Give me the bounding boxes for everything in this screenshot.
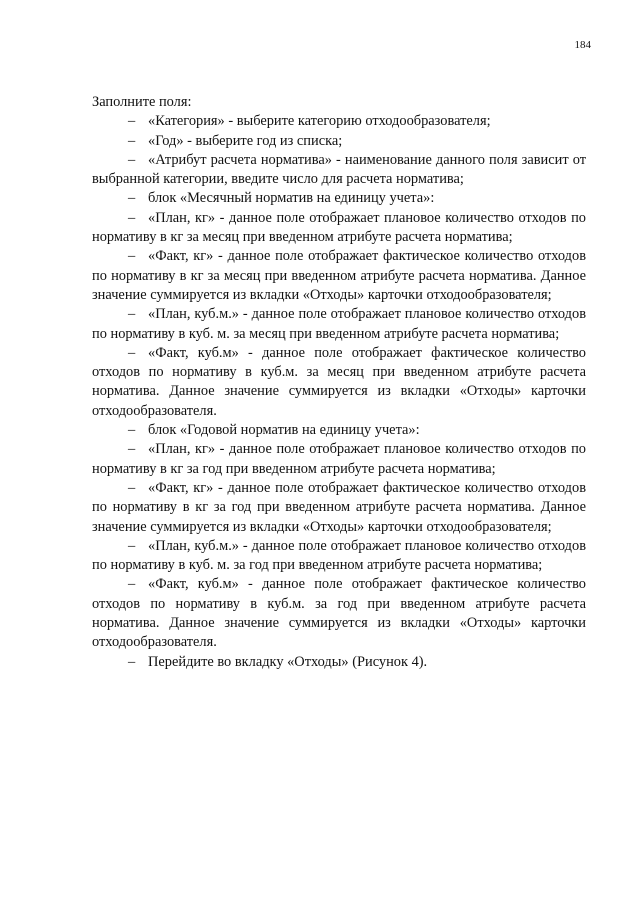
- list-item: [92, 247, 586, 305]
- list-item-text: «План, куб.м.» - данное поле отображает плановое количество отходов по нормативу в куб. м. за год при введенном атрибуте расчета норматива;: [92, 537, 586, 574]
- dash-bullet: –: [128, 151, 136, 168]
- list-item: [92, 479, 586, 537]
- dash-bullet: –: [128, 344, 136, 361]
- dash-bullet: –: [128, 190, 136, 207]
- list-item: [92, 209, 586, 248]
- list-item-text: блок «Месячный норматив на единицу учета»:: [148, 190, 435, 207]
- instruction-list: [92, 112, 586, 672]
- list-item-text: «Год» - выберите год из списка;: [148, 132, 343, 149]
- dash-bullet: –: [128, 132, 136, 149]
- list-item: [92, 440, 586, 479]
- dash-bullet: –: [128, 113, 136, 130]
- list-item: [92, 112, 586, 131]
- list-item-text: Перейдите во вкладку «Отходы» (Рисунок 4).: [148, 653, 428, 670]
- list-item-text: «План, кг» - данное поле отображает плановое количество отходов по нормативу в кг за месяц при введенном атрибуте расчета норматива;: [92, 209, 586, 246]
- dash-bullet: –: [128, 209, 136, 226]
- list-item: [92, 305, 586, 344]
- list-item: [92, 189, 586, 208]
- list-item-text: «Факт, кг» - данное поле отображает фактическое количество отходов по нормативу в кг за месяц при введенном атрибуте расчета норматива. Данное значение суммируется из вкладки «Отходы» карточки отходообразователя;: [92, 248, 586, 303]
- dash-bullet: –: [128, 653, 136, 670]
- list-item: [92, 151, 586, 190]
- list-item-text: «Факт, куб.м» - данное поле отображает фактическое количество отходов по нормативу в куб.м. за год при введенном атрибуте расчета норматива. Данное значение суммируется из вкладки «Отходы» карточки отходообразователя.: [92, 576, 586, 651]
- dash-bullet: –: [128, 576, 136, 593]
- list-item: [92, 132, 586, 151]
- list-item-text: «Атрибут расчета норматива» - наименование данного поля зависит от выбранной категории, введите число для расчета норматива;: [92, 151, 586, 188]
- list-item-text: «Факт, кг» - данное поле отображает фактическое количество отходов по нормативу в кг за год при введенном атрибуте расчета норматива. Данное значение суммируется из вкладки «Отходы» карточки отходообразователя;: [92, 479, 586, 535]
- list-item-text: «План, кг» - данное поле отображает плановое количество отходов по нормативу в кг за год при введенном атрибуте расчета норматива;: [92, 441, 586, 477]
- dash-bullet: –: [128, 306, 136, 323]
- list-item-text: «План, куб.м.» - данное поле отображает плановое количество отходов по нормативу в куб. м. за месяц при введенном атрибуте расчета норматива;: [92, 306, 586, 342]
- list-item: [92, 537, 586, 576]
- page-number: 184: [574, 39, 591, 51]
- list-item-text: блок «Годовой норматив на единицу учета»:: [148, 422, 420, 439]
- list-item-text: «Категория» - выберите категорию отходообразователя;: [148, 113, 491, 130]
- dash-bullet: –: [128, 248, 136, 265]
- list-item-text: «Факт, куб.м» - данное поле отображает фактическое количество отходов по нормативу в куб.м. за месяц при введенном атрибуте расчета норматива. Данное значение суммируется из вкладки «Отходы» карточки отходообразователя.: [92, 344, 586, 419]
- document-body: [92, 93, 586, 672]
- dash-bullet: –: [128, 537, 136, 554]
- dash-bullet: –: [128, 441, 136, 458]
- intro-text: Заполните поля:: [92, 94, 192, 110]
- dash-bullet: –: [128, 422, 136, 439]
- list-item: [92, 421, 586, 440]
- list-item: [92, 344, 586, 421]
- dash-bullet: –: [128, 479, 136, 496]
- list-item: [92, 653, 586, 672]
- list-item: [92, 575, 586, 652]
